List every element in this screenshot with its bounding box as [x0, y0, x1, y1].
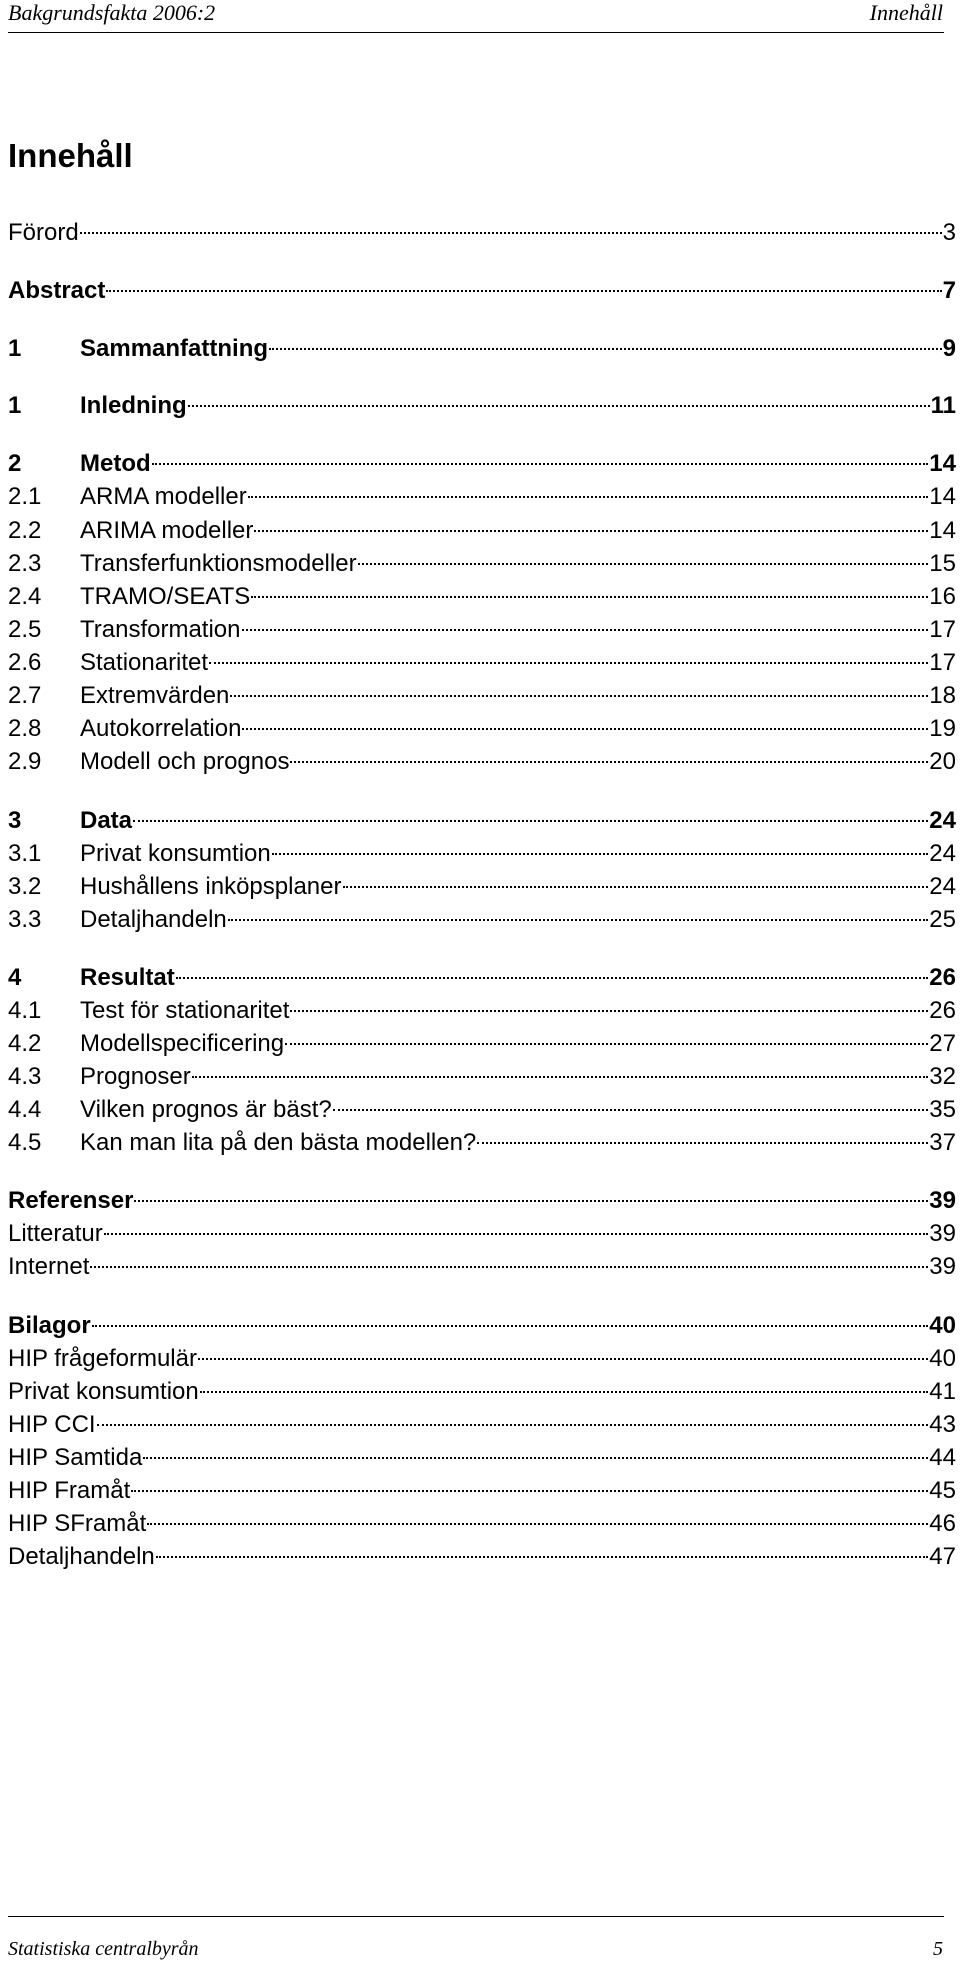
toc-entry[interactable] [8, 582, 956, 612]
toc-entry[interactable] [8, 648, 956, 678]
toc-entry-title: Sammanfattning [80, 335, 269, 362]
toc-entry-number: 2 [8, 450, 22, 477]
toc-entry-page: 24 [929, 873, 956, 900]
toc-dot-leader [477, 1142, 928, 1144]
toc-entry-page: 7 [942, 277, 956, 304]
toc-entry-page: 37 [929, 1129, 956, 1156]
toc-entry-title: TRAMO/SEATS [80, 583, 251, 610]
toc-entry-page: 24 [929, 807, 956, 834]
toc-entry-number: 3 [8, 807, 22, 834]
toc-dot-leader [228, 919, 929, 921]
toc-entry-number: 2.4 [8, 583, 42, 610]
toc-entry[interactable] [8, 747, 956, 777]
toc-dot-leader [134, 1200, 928, 1202]
toc-entry-page: 44 [929, 1444, 956, 1471]
toc-dot-leader [242, 728, 928, 730]
toc-entry-title: Modellspecificering [80, 1030, 285, 1057]
toc-entry[interactable] [8, 1377, 956, 1407]
toc-entry-number: 1 [8, 335, 22, 362]
toc-dot-leader [209, 662, 928, 664]
toc-entry-title: Resultat [80, 964, 175, 991]
toc-dot-leader [131, 1490, 928, 1492]
footer-publisher: Statistiska centralbyrån [8, 1938, 199, 1960]
toc-entry[interactable] [8, 1443, 956, 1473]
toc-entry[interactable] [8, 806, 956, 836]
toc-entry-number: 3.2 [8, 873, 42, 900]
toc-entry[interactable] [8, 334, 956, 364]
toc-entry-title: Bilagor [8, 1312, 91, 1339]
toc-dot-leader [92, 1325, 929, 1327]
toc-dot-leader [248, 496, 929, 498]
toc-entry-page: 41 [929, 1378, 956, 1405]
toc-entry[interactable] [8, 714, 956, 744]
toc-entry-page: 39 [929, 1253, 956, 1280]
toc-entry-title: Modell och prognos [80, 748, 290, 775]
toc-entry[interactable] [8, 872, 956, 902]
toc-entry-page: 18 [929, 682, 956, 709]
toc-entry[interactable] [8, 276, 956, 306]
toc-entry-title: HIP Samtida [8, 1444, 143, 1471]
toc-entry-number: 2.6 [8, 649, 42, 676]
toc-entry[interactable] [8, 905, 956, 935]
toc-dot-leader [152, 463, 929, 465]
toc-entry-number: 2.9 [8, 748, 42, 775]
toc-entry-page: 11 [930, 392, 956, 419]
toc-entry[interactable] [8, 549, 956, 579]
toc-entry-title: Privat konsumtion [8, 1378, 199, 1405]
toc-dot-leader [147, 1523, 928, 1525]
toc-entry-page: 35 [929, 1096, 956, 1123]
toc-entry-title: Privat konsumtion [80, 840, 271, 867]
toc-entry[interactable] [8, 1029, 956, 1059]
toc-dot-leader [90, 1266, 928, 1268]
toc-entry[interactable] [8, 839, 956, 869]
toc-entry[interactable] [8, 615, 956, 645]
toc-entry[interactable] [8, 1095, 956, 1125]
toc-dot-leader [200, 1391, 929, 1393]
toc-entry-page: 17 [929, 649, 956, 676]
toc-entry-title: Autokorrelation [80, 715, 242, 742]
toc-entry-page: 40 [929, 1345, 956, 1372]
toc-entry-page: 26 [929, 997, 956, 1024]
toc-entry-page: 25 [929, 906, 956, 933]
toc-entry[interactable] [8, 681, 956, 711]
toc-entry-number: 1 [8, 392, 22, 419]
toc-entry[interactable] [8, 218, 956, 248]
toc-entry-number: 3.1 [8, 840, 42, 867]
toc-entry[interactable] [8, 1476, 956, 1506]
toc-entry-page: 14 [929, 483, 956, 510]
toc-entry[interactable] [8, 1062, 956, 1092]
toc-entry-title: Transformation [80, 616, 241, 643]
toc-entry-title: Prognoser [80, 1063, 191, 1090]
toc-entry-page: 43 [929, 1411, 956, 1438]
toc-entry-title: Referenser [8, 1187, 134, 1214]
toc-entry-page: 39 [929, 1220, 956, 1247]
toc-entry-title: Inledning [80, 392, 187, 419]
toc-dot-leader [230, 695, 928, 697]
toc-dot-leader [333, 1109, 929, 1111]
toc-entry[interactable] [8, 1219, 956, 1249]
toc-entry-title: Detaljhandeln [80, 906, 227, 933]
toc-dot-leader [176, 977, 929, 979]
toc-dot-leader [133, 820, 928, 822]
toc-entry-title: Litteratur [8, 1220, 103, 1247]
toc-dot-leader [272, 853, 929, 855]
toc-entry-title: Transferfunktionsmodeller [80, 550, 357, 577]
toc-entry-page: 32 [929, 1063, 956, 1090]
toc-entry-number: 4.5 [8, 1129, 42, 1156]
toc-dot-leader [156, 1556, 929, 1558]
toc-entry-page: 26 [929, 964, 956, 991]
toc-entry-number: 2.1 [8, 483, 42, 510]
toc-dot-leader [269, 348, 942, 350]
toc-entry-number: 4.2 [8, 1030, 42, 1057]
toc-entry-page: 47 [929, 1543, 956, 1570]
toc-entry[interactable] [8, 1542, 956, 1572]
toc-entry-page: 46 [929, 1510, 956, 1537]
toc-entry-title: Förord [8, 219, 79, 246]
footer-divider [8, 1916, 944, 1917]
toc-entry-page: 19 [929, 715, 956, 742]
toc-entry-title: ARMA modeller [80, 483, 247, 510]
header-divider [8, 32, 944, 33]
toc-dot-leader [143, 1457, 928, 1459]
toc-entry[interactable] [8, 482, 956, 512]
toc-entry-number: 4.3 [8, 1063, 42, 1090]
running-header [8, 0, 943, 28]
toc-entry[interactable] [8, 1344, 956, 1374]
toc-entry-title: HIP SFramåt [8, 1510, 147, 1537]
toc-entry-title: Internet [8, 1253, 90, 1280]
toc-dot-leader [106, 290, 941, 292]
toc-entry-page: 3 [942, 219, 956, 246]
toc-entry-number: 2.3 [8, 550, 42, 577]
header-section: Innehåll [869, 0, 943, 25]
toc-dot-leader [343, 886, 929, 888]
toc-entry[interactable] [8, 449, 956, 479]
toc-entry[interactable] [8, 1410, 956, 1440]
toc-entry-page: 14 [929, 517, 956, 544]
toc-entry-page: 24 [929, 840, 956, 867]
toc-entry-title: Hushållens inköpsplaner [80, 873, 342, 900]
toc-entry-title: Kan man lita på den bästa modellen? [80, 1129, 477, 1156]
toc-entry-number: 2.8 [8, 715, 42, 742]
toc-dot-leader [97, 1424, 929, 1426]
toc-entry-title: HIP CCI [8, 1411, 96, 1438]
toc-dot-leader [198, 1358, 928, 1360]
toc-entry-number: 4.4 [8, 1096, 42, 1123]
header-publication: Bakgrundsfakta 2006:2 [8, 0, 216, 25]
toc-entry-page: 20 [929, 748, 956, 775]
toc-entry-title: Data [80, 807, 133, 834]
toc-dot-leader [251, 596, 928, 598]
toc-entry-page: 40 [929, 1312, 956, 1339]
toc-entry-title: Vilken prognos är bäst? [80, 1096, 332, 1123]
toc-dot-leader [188, 405, 930, 407]
running-footer [8, 1938, 943, 1964]
toc-entry-page: 45 [929, 1477, 956, 1504]
toc-entry-title: Metod [80, 450, 151, 477]
toc-entry-number: 3.3 [8, 906, 42, 933]
toc-entry-page: 14 [929, 450, 956, 477]
page-title: Innehåll [8, 137, 133, 174]
toc-dot-leader [290, 1010, 928, 1012]
toc-entry[interactable] [8, 1311, 956, 1341]
toc-entry-number: 4 [8, 964, 22, 991]
toc-entry-title: ARIMA modeller [80, 517, 254, 544]
toc-entry[interactable] [8, 1509, 956, 1539]
toc-dot-leader [242, 629, 929, 631]
toc-entry[interactable] [8, 996, 956, 1026]
toc-entry-title: Detaljhandeln [8, 1543, 155, 1570]
toc-dot-leader [290, 761, 928, 763]
toc-dot-leader [358, 563, 929, 565]
toc-dot-leader [254, 530, 928, 532]
toc-entry[interactable] [8, 1252, 956, 1282]
toc-dot-leader [285, 1043, 928, 1045]
toc-entry[interactable] [8, 516, 956, 546]
toc-entry[interactable] [8, 1128, 956, 1158]
toc-entry-title: Stationaritet [80, 649, 209, 676]
toc-entry-page: 27 [929, 1030, 956, 1057]
toc-entry-title: Extremvärden [80, 682, 230, 709]
toc-entry-number: 2.5 [8, 616, 42, 643]
toc-entry-title: Test för stationaritet [80, 997, 290, 1024]
toc-entry[interactable] [8, 963, 956, 993]
toc-entry-number: 4.1 [8, 997, 42, 1024]
toc-entry-page: 15 [929, 550, 956, 577]
toc-entry-page: 9 [942, 335, 956, 362]
toc-entry[interactable] [8, 1186, 956, 1216]
toc-entry-number: 2.2 [8, 517, 42, 544]
toc-dot-leader [80, 232, 942, 234]
toc-entry-page: 39 [929, 1187, 956, 1214]
footer-page-number: 5 [933, 1938, 943, 1960]
toc-entry-page: 17 [929, 616, 956, 643]
toc-entry[interactable] [8, 391, 956, 421]
toc-dot-leader [192, 1076, 929, 1078]
toc-entry-title: HIP frågeformulär [8, 1345, 197, 1372]
toc-entry-number: 2.7 [8, 682, 42, 709]
toc-entry-title: HIP Framåt [8, 1477, 131, 1504]
toc-dot-leader [104, 1233, 929, 1235]
toc-entry-title: Abstract [8, 277, 106, 304]
toc-entry-page: 16 [929, 583, 956, 610]
